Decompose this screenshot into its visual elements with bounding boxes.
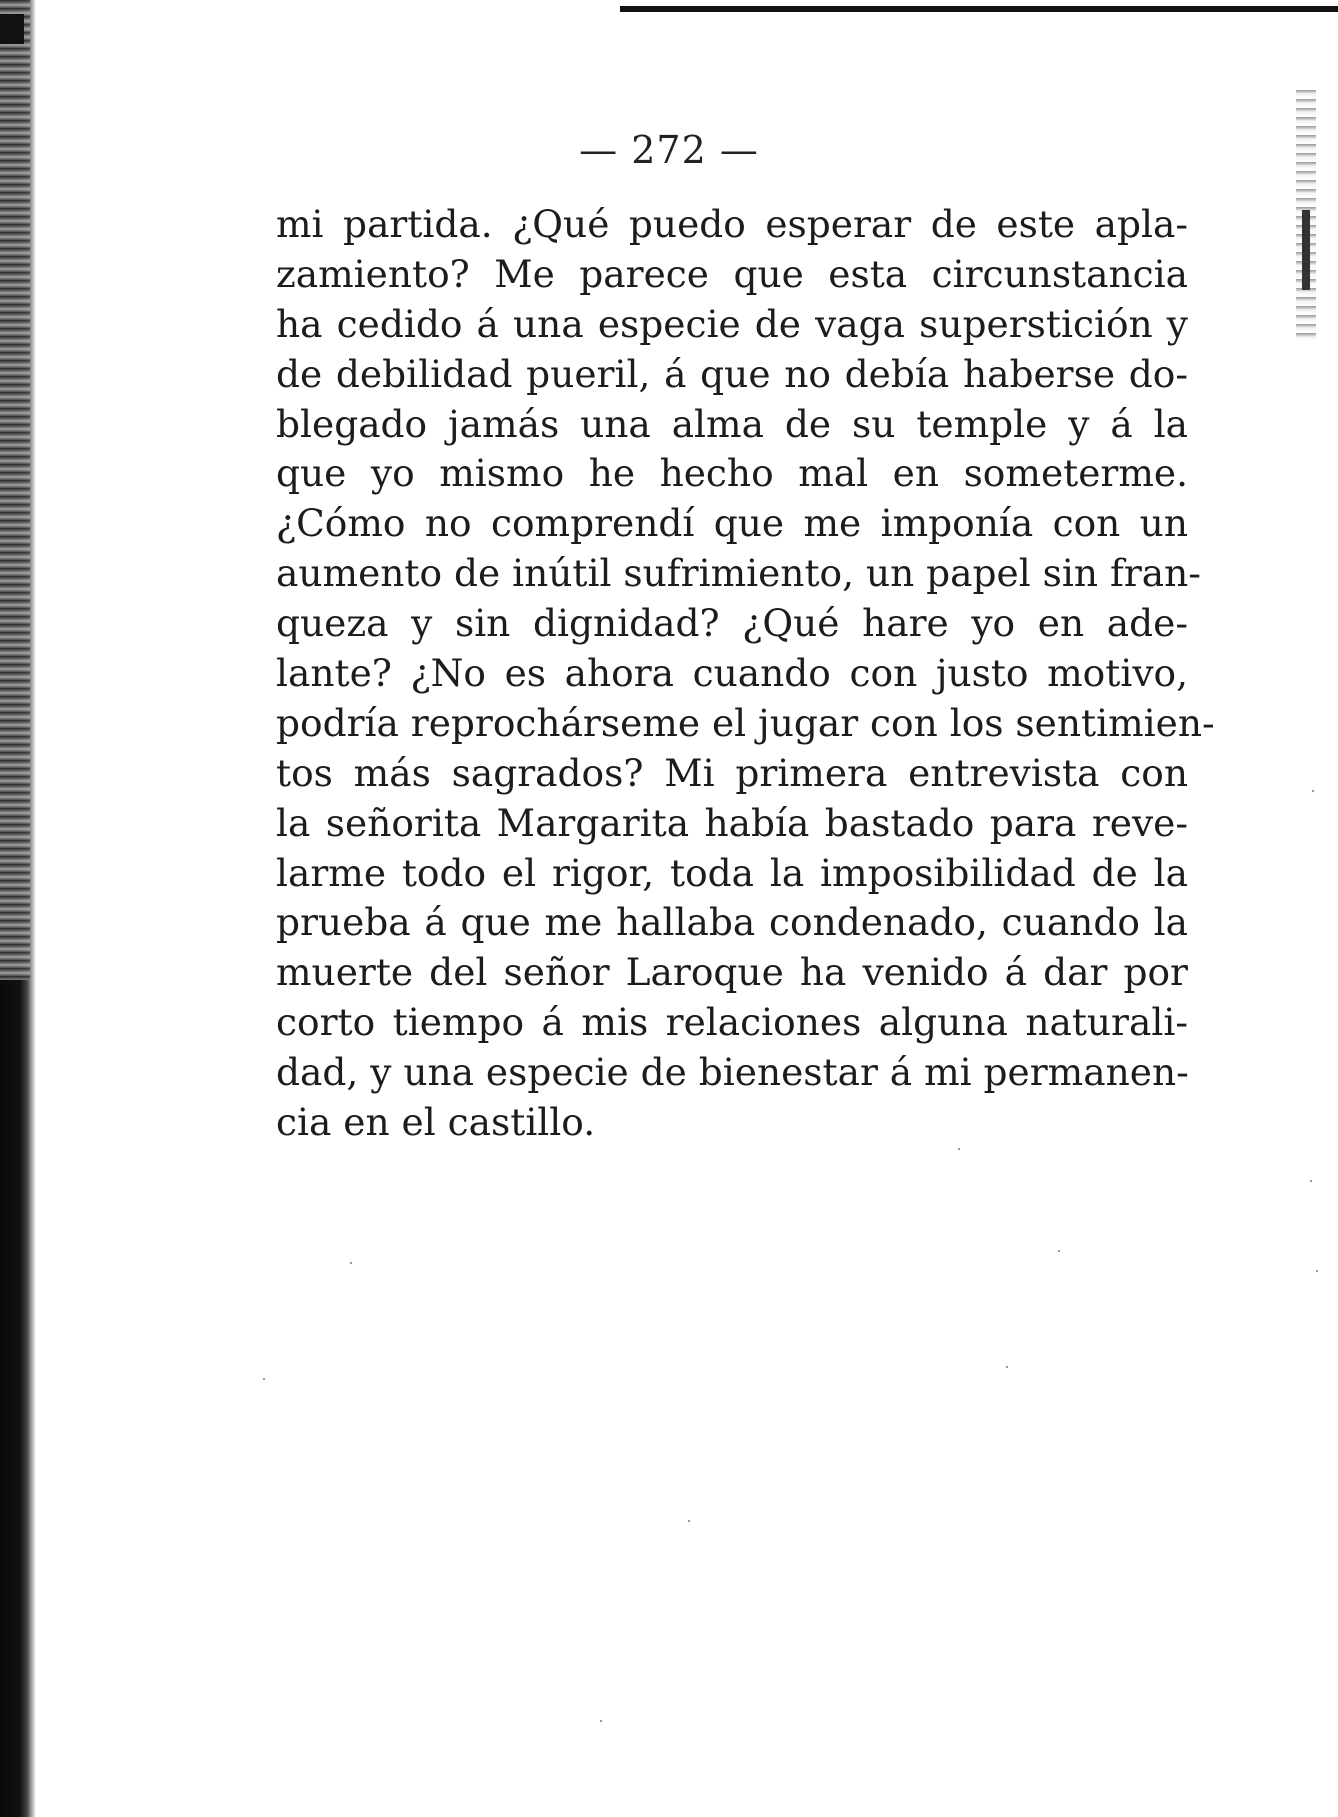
text-line-last: cia en el castillo. (276, 1100, 596, 1145)
text-line: mi partida. ¿Qué puedo esperar de este apla- (276, 202, 1188, 246)
text-line: ha cedido á una especie de vaga superstición y (276, 301, 1188, 346)
scan-speck (1006, 1366, 1008, 1368)
text-line: prueba á que me hallaba condenado, cuando la (276, 900, 1188, 945)
right-edge-mark (1302, 210, 1310, 290)
text-line: la señorita Margarita había bastado para reve- (276, 800, 1188, 845)
text-line: ¿Cómo no comprendí que me imponía con un (276, 501, 1188, 546)
scan-speck (1058, 1250, 1060, 1252)
page-number: — 272 — (579, 128, 759, 172)
text-line: zamiento? Me parece que esta circunstancia (276, 251, 1188, 296)
scan-speck (688, 1520, 690, 1522)
text-line: podría reprochárseme el jugar con los sentimien- (276, 700, 1215, 745)
scan-speck (263, 1378, 265, 1380)
top-scan-border (620, 6, 1338, 12)
scan-speck (1310, 1180, 1312, 1182)
text-line: blegado jamás una alma de su temple y á la (276, 401, 1188, 446)
scan-speck (600, 1720, 602, 1722)
text-line: larme todo el rigor, toda la imposibilidad de la (276, 850, 1188, 895)
text-line: lante? ¿No es ahora cuando con justo motivo, (276, 651, 1188, 696)
text-line: que yo mismo he hecho mal en someterme. (276, 451, 1188, 496)
binding-edge-cap (0, 14, 24, 44)
text-line: muerte del señor Laroque ha venido á dar por (276, 950, 1188, 995)
text-line: corto tiempo á mis relaciones alguna naturali- (276, 1000, 1188, 1045)
scan-speck (350, 1262, 352, 1264)
text-line: dad, y una especie de bienestar á mi permanen- (276, 1050, 1189, 1095)
scan-speck (958, 1148, 960, 1150)
text-line: aumento de inútil sufrimiento, un papel sin fran- (276, 551, 1201, 596)
scan-speck (1316, 1270, 1318, 1272)
text-line: de debilidad pueril, á que no debía haberse do- (276, 351, 1188, 396)
body-text (276, 200, 1215, 1148)
text-line: queza y sin dignidad? ¿Qué hare yo en ade- (276, 601, 1188, 646)
text-line: tos más sagrados? Mi primera entrevista con (276, 750, 1188, 795)
scan-speck (1312, 790, 1314, 792)
